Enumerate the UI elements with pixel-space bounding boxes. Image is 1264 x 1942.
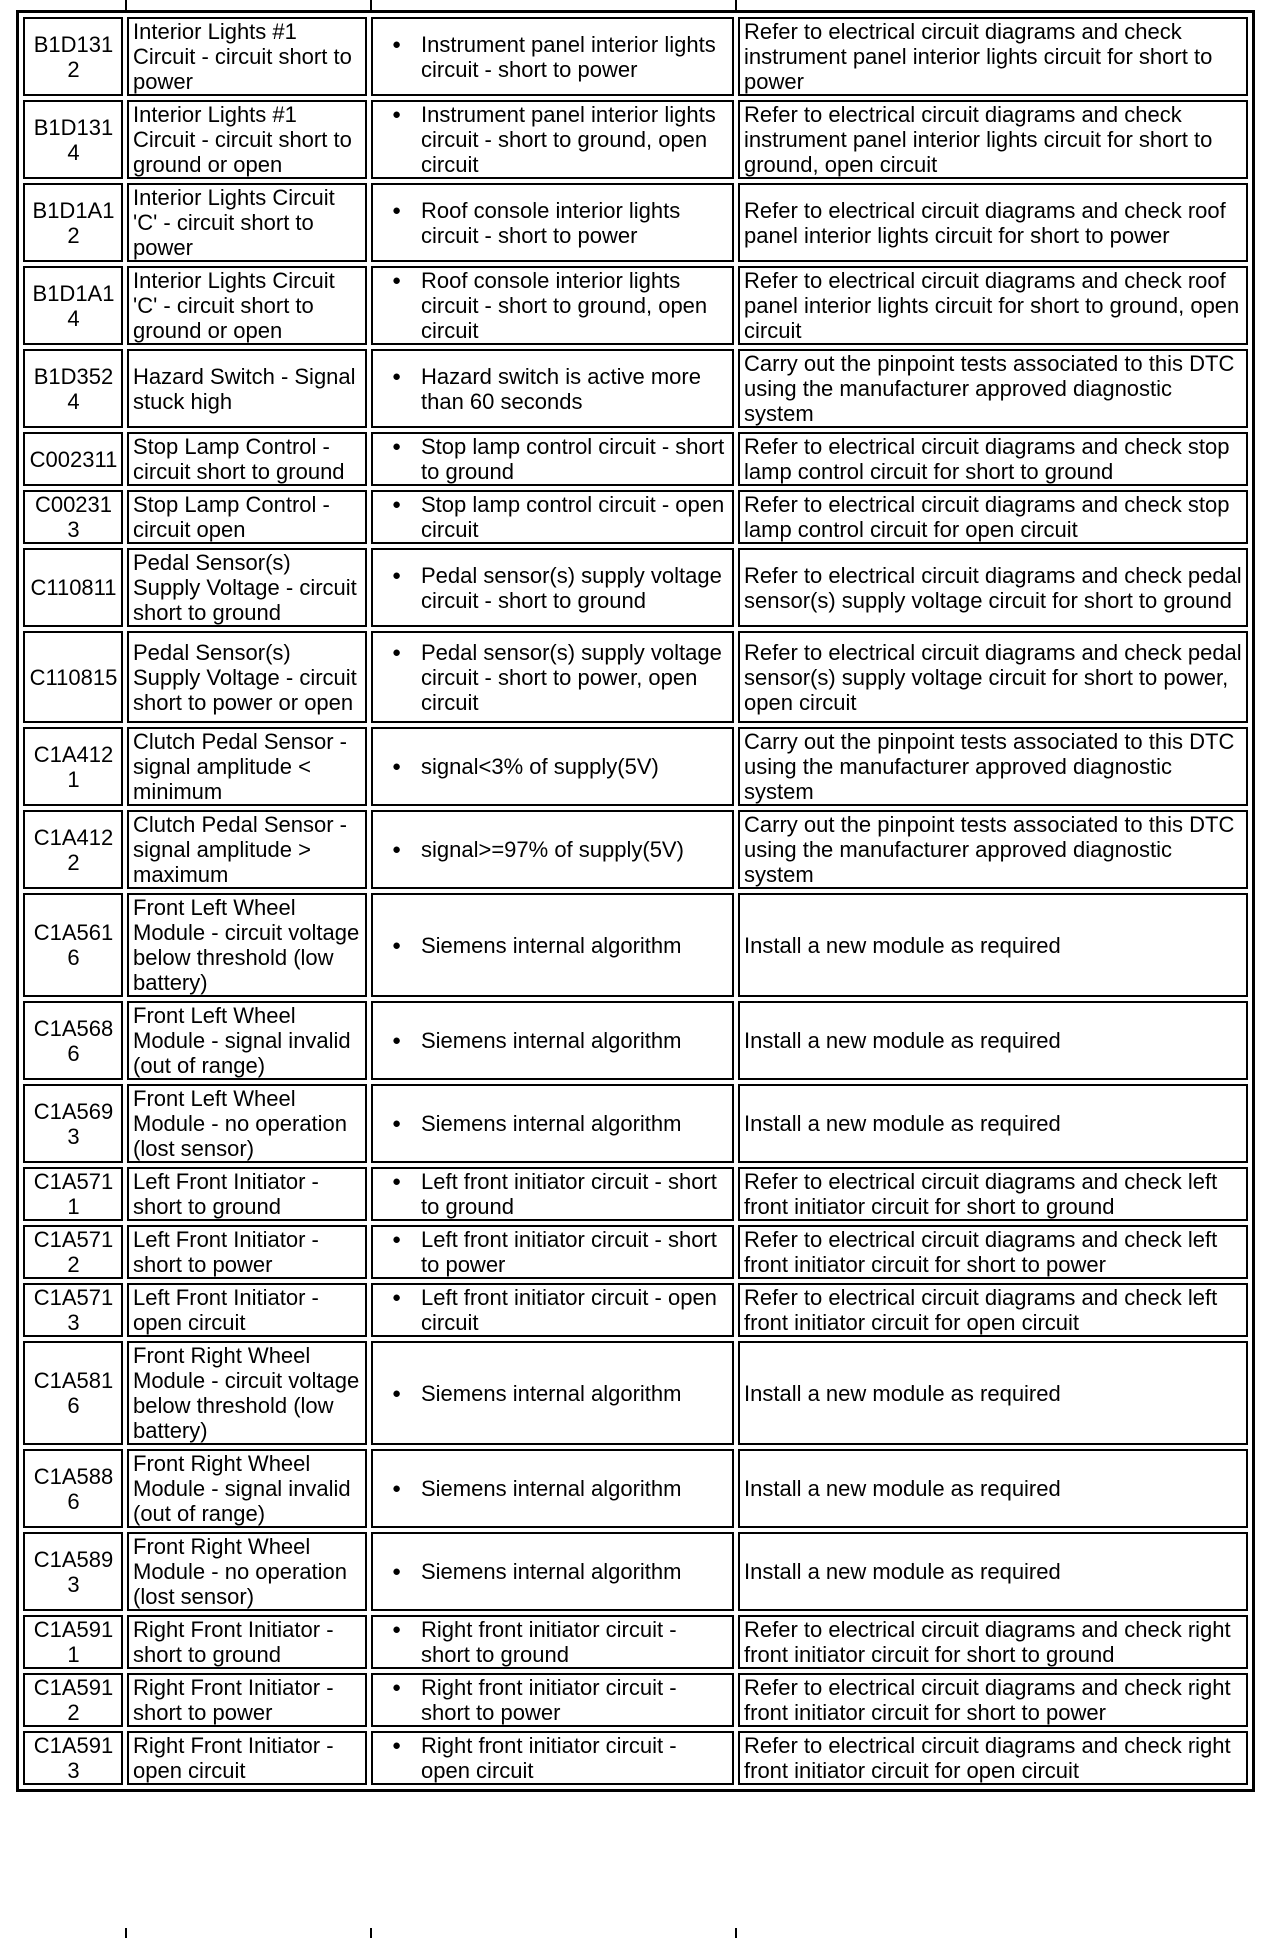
dtc-condition bbox=[371, 1084, 734, 1163]
dtc-action: Refer to electrical circuit diagrams and check left front initiator circuit for short to power bbox=[738, 1225, 1248, 1279]
table-row bbox=[23, 631, 1248, 723]
dtc-description: Left Front Initiator - short to ground bbox=[127, 1167, 367, 1221]
dtc-description: Interior Lights Circuit 'C' - circuit short to power bbox=[127, 183, 367, 262]
dtc-action: Install a new module as required bbox=[738, 1084, 1248, 1163]
dtc-description: Left Front Initiator - open circuit bbox=[127, 1283, 367, 1337]
dtc-condition bbox=[371, 1341, 734, 1445]
table-row bbox=[23, 1731, 1248, 1785]
table-row bbox=[23, 1341, 1248, 1445]
condition-bullet: ● signal<3% of supply(5V) bbox=[421, 754, 729, 779]
dtc-action: Refer to electrical circuit diagrams and check pedal sensor(s) supply voltage circuit for short to power, open circuit bbox=[738, 631, 1248, 723]
dtc-table bbox=[16, 10, 1255, 1792]
table-row bbox=[23, 1615, 1248, 1669]
dtc-description: Interior Lights #1 Circuit - circuit short to ground or open bbox=[127, 100, 367, 179]
dtc-description: Interior Lights Circuit 'C' - circuit short to ground or open bbox=[127, 266, 367, 345]
dtc-action: Install a new module as required bbox=[738, 1341, 1248, 1445]
dtc-condition bbox=[371, 349, 734, 428]
table-row bbox=[23, 810, 1248, 889]
dtc-action: Carry out the pinpoint tests associated to this DTC using the manufacturer approved diagnostic system bbox=[738, 349, 1248, 428]
dtc-description: Pedal Sensor(s) Supply Voltage - circuit short to power or open bbox=[127, 631, 367, 723]
dtc-action: Refer to electrical circuit diagrams and check instrument panel interior lights circuit for short to power bbox=[738, 17, 1248, 96]
page-edge-mark bbox=[125, 1928, 127, 1938]
dtc-code: C1A5912 bbox=[23, 1673, 123, 1727]
dtc-code: B1D1A14 bbox=[23, 266, 123, 345]
condition-bullet: ● Left front initiator circuit - short to ground bbox=[421, 1169, 729, 1219]
condition-bullet: ● Siemens internal algorithm bbox=[421, 933, 729, 958]
condition-bullet: ● Roof console interior lights circuit - short to ground, open circuit bbox=[421, 268, 729, 343]
dtc-action: Refer to electrical circuit diagrams and check right front initiator circuit for short to power bbox=[738, 1673, 1248, 1727]
dtc-action: Refer to electrical circuit diagrams and check roof panel interior lights circuit for short to power bbox=[738, 183, 1248, 262]
condition-bullet: ● Right front initiator circuit - short to ground bbox=[421, 1617, 729, 1667]
table-row bbox=[23, 1225, 1248, 1279]
dtc-code: B1D3524 bbox=[23, 349, 123, 428]
dtc-condition bbox=[371, 490, 734, 544]
dtc-code: C110815 bbox=[23, 631, 123, 723]
condition-bullet: ● Siemens internal algorithm bbox=[421, 1559, 729, 1584]
dtc-action: Refer to electrical circuit diagrams and check stop lamp control circuit for open circuit bbox=[738, 490, 1248, 544]
dtc-code: C1A4121 bbox=[23, 727, 123, 806]
condition-bullet: ● Siemens internal algorithm bbox=[421, 1381, 729, 1406]
dtc-condition bbox=[371, 810, 734, 889]
page-edge-mark bbox=[125, 0, 127, 10]
dtc-action: Refer to electrical circuit diagrams and check left front initiator circuit for short to ground bbox=[738, 1167, 1248, 1221]
dtc-code: C110811 bbox=[23, 548, 123, 627]
dtc-condition bbox=[371, 1283, 734, 1337]
dtc-action: Refer to electrical circuit diagrams and check left front initiator circuit for open circuit bbox=[738, 1283, 1248, 1337]
dtc-condition bbox=[371, 432, 734, 486]
condition-bullet: ● Pedal sensor(s) supply voltage circuit - short to power, open circuit bbox=[421, 640, 729, 715]
dtc-condition bbox=[371, 1167, 734, 1221]
dtc-description: Right Front Initiator - open circuit bbox=[127, 1731, 367, 1785]
dtc-code: C1A5816 bbox=[23, 1341, 123, 1445]
condition-bullet: ● Siemens internal algorithm bbox=[421, 1476, 729, 1501]
dtc-description: Interior Lights #1 Circuit - circuit short to power bbox=[127, 17, 367, 96]
dtc-condition bbox=[371, 1225, 734, 1279]
dtc-description: Stop Lamp Control - circuit open bbox=[127, 490, 367, 544]
dtc-action: Refer to electrical circuit diagrams and check right front initiator circuit for open circuit bbox=[738, 1731, 1248, 1785]
dtc-code: C1A4122 bbox=[23, 810, 123, 889]
condition-bullet: ● Instrument panel interior lights circuit - short to power bbox=[421, 32, 729, 82]
dtc-description: Clutch Pedal Sensor - signal amplitude < minimum bbox=[127, 727, 367, 806]
dtc-action: Refer to electrical circuit diagrams and check right front initiator circuit for short to ground bbox=[738, 1615, 1248, 1669]
condition-bullet: ● Instrument panel interior lights circuit - short to ground, open circuit bbox=[421, 102, 729, 177]
dtc-condition bbox=[371, 100, 734, 179]
dtc-code: C1A5713 bbox=[23, 1283, 123, 1337]
dtc-description: Right Front Initiator - short to ground bbox=[127, 1615, 367, 1669]
page-edge-mark bbox=[370, 0, 372, 10]
dtc-condition bbox=[371, 1449, 734, 1528]
table-row bbox=[23, 349, 1248, 428]
table-row bbox=[23, 183, 1248, 262]
dtc-code: C1A5686 bbox=[23, 1001, 123, 1080]
dtc-condition bbox=[371, 1001, 734, 1080]
condition-bullet: ● Pedal sensor(s) supply voltage circuit - short to ground bbox=[421, 563, 729, 613]
dtc-code: C1A5886 bbox=[23, 1449, 123, 1528]
dtc-description: Stop Lamp Control - circuit short to ground bbox=[127, 432, 367, 486]
condition-bullet: ● Hazard switch is active more than 60 seconds bbox=[421, 364, 729, 414]
dtc-description: Front Left Wheel Module - no operation (lost sensor) bbox=[127, 1084, 367, 1163]
dtc-action: Install a new module as required bbox=[738, 1532, 1248, 1611]
dtc-code: C002311 bbox=[23, 432, 123, 486]
dtc-description: Front Left Wheel Module - signal invalid (out of range) bbox=[127, 1001, 367, 1080]
dtc-code: B1D1312 bbox=[23, 17, 123, 96]
condition-bullet: ● Right front initiator circuit - short to power bbox=[421, 1675, 729, 1725]
dtc-code: C002313 bbox=[23, 490, 123, 544]
page-edge-mark bbox=[370, 1928, 372, 1938]
dtc-action: Install a new module as required bbox=[738, 1449, 1248, 1528]
condition-bullet: ● Stop lamp control circuit - open circuit bbox=[421, 492, 729, 542]
dtc-description: Left Front Initiator - short to power bbox=[127, 1225, 367, 1279]
dtc-code: C1A5616 bbox=[23, 893, 123, 997]
dtc-action: Refer to electrical circuit diagrams and check instrument panel interior lights circuit for short to ground, open circuit bbox=[738, 100, 1248, 179]
condition-bullet: ● Siemens internal algorithm bbox=[421, 1111, 729, 1136]
dtc-description: Pedal Sensor(s) Supply Voltage - circuit short to ground bbox=[127, 548, 367, 627]
dtc-description: Front Right Wheel Module - signal invalid (out of range) bbox=[127, 1449, 367, 1528]
dtc-condition bbox=[371, 1615, 734, 1669]
table-row bbox=[23, 893, 1248, 997]
dtc-action: Refer to electrical circuit diagrams and check stop lamp control circuit for short to ground bbox=[738, 432, 1248, 486]
dtc-condition bbox=[371, 631, 734, 723]
dtc-condition bbox=[371, 1731, 734, 1785]
table-row bbox=[23, 1084, 1248, 1163]
table-row bbox=[23, 17, 1248, 96]
condition-bullet: ● Roof console interior lights circuit - short to power bbox=[421, 198, 729, 248]
dtc-action: Carry out the pinpoint tests associated to this DTC using the manufacturer approved diagnostic system bbox=[738, 810, 1248, 889]
dtc-code: C1A5913 bbox=[23, 1731, 123, 1785]
page-edge-mark bbox=[735, 1928, 737, 1938]
dtc-condition bbox=[371, 1673, 734, 1727]
table-row bbox=[23, 1532, 1248, 1611]
table-row bbox=[23, 100, 1248, 179]
dtc-code: B1D1314 bbox=[23, 100, 123, 179]
dtc-code: B1D1A12 bbox=[23, 183, 123, 262]
dtc-code: C1A5693 bbox=[23, 1084, 123, 1163]
dtc-condition bbox=[371, 893, 734, 997]
dtc-condition bbox=[371, 17, 734, 96]
condition-bullet: ● Right front initiator circuit - open circuit bbox=[421, 1733, 729, 1783]
condition-bullet: ● signal>=97% of supply(5V) bbox=[421, 837, 729, 862]
table-row bbox=[23, 727, 1248, 806]
dtc-description: Hazard Switch - Signal stuck high bbox=[127, 349, 367, 428]
dtc-description: Front Right Wheel Module - circuit voltage below threshold (low battery) bbox=[127, 1341, 367, 1445]
table-row bbox=[23, 1167, 1248, 1221]
condition-bullet: ● Stop lamp control circuit - short to ground bbox=[421, 434, 729, 484]
table-row bbox=[23, 548, 1248, 627]
table-row bbox=[23, 490, 1248, 544]
condition-bullet: ● Left front initiator circuit - short to power bbox=[421, 1227, 729, 1277]
dtc-condition bbox=[371, 727, 734, 806]
dtc-code: C1A5711 bbox=[23, 1167, 123, 1221]
table-row bbox=[23, 1673, 1248, 1727]
dtc-action: Refer to electrical circuit diagrams and check roof panel interior lights circuit for short to ground, open circuit bbox=[738, 266, 1248, 345]
dtc-condition bbox=[371, 1532, 734, 1611]
dtc-action: Install a new module as required bbox=[738, 1001, 1248, 1080]
table-row bbox=[23, 1001, 1248, 1080]
dtc-action: Carry out the pinpoint tests associated to this DTC using the manufacturer approved diagnostic system bbox=[738, 727, 1248, 806]
condition-bullet: ● Siemens internal algorithm bbox=[421, 1028, 729, 1053]
dtc-condition bbox=[371, 548, 734, 627]
condition-bullet: ● Left front initiator circuit - open circuit bbox=[421, 1285, 729, 1335]
table-row bbox=[23, 1283, 1248, 1337]
dtc-description: Front Right Wheel Module - no operation (lost sensor) bbox=[127, 1532, 367, 1611]
dtc-code: C1A5712 bbox=[23, 1225, 123, 1279]
dtc-description: Front Left Wheel Module - circuit voltage below threshold (low battery) bbox=[127, 893, 367, 997]
table-row bbox=[23, 266, 1248, 345]
dtc-description: Right Front Initiator - short to power bbox=[127, 1673, 367, 1727]
dtc-condition bbox=[371, 183, 734, 262]
dtc-description: Clutch Pedal Sensor - signal amplitude > maximum bbox=[127, 810, 367, 889]
dtc-code: C1A5893 bbox=[23, 1532, 123, 1611]
table-row bbox=[23, 1449, 1248, 1528]
table-row bbox=[23, 432, 1248, 486]
dtc-action: Refer to electrical circuit diagrams and check pedal sensor(s) supply voltage circuit for short to ground bbox=[738, 548, 1248, 627]
dtc-condition bbox=[371, 266, 734, 345]
page-edge-mark bbox=[735, 0, 737, 10]
dtc-code: C1A5911 bbox=[23, 1615, 123, 1669]
dtc-table-body bbox=[23, 17, 1248, 1785]
dtc-action: Install a new module as required bbox=[738, 893, 1248, 997]
